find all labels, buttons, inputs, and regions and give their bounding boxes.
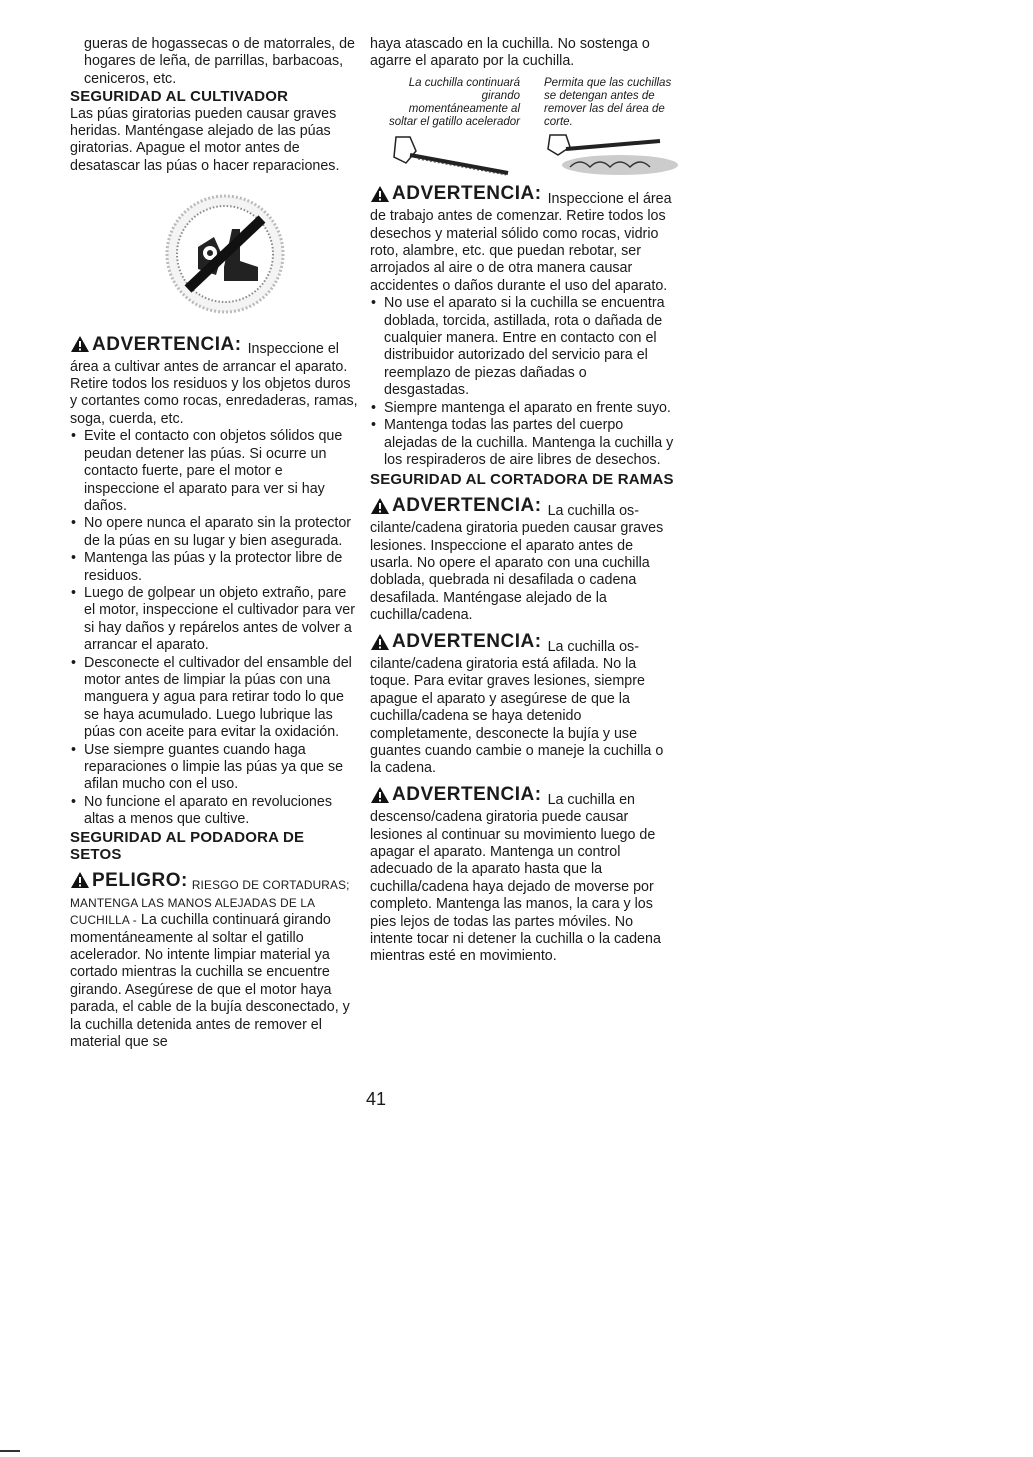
warning-triangle-icon	[370, 633, 390, 651]
warning-lead-text: Inspeccione el	[547, 190, 639, 207]
list-item: • Use siempre guantes cuando haga reparaciones o limpie las púas ya que se afilan mucho con el uso.	[70, 742, 360, 794]
figure-caption-right: Permita que las cuchillas se detengan antes de remover las del área de corte.	[544, 76, 672, 128]
warning-lead-text: La cuchilla os-	[547, 502, 639, 519]
cultivator-safety-text: Las púas giratorias pueden causar graves heridas. Manténgase alejado de las púas giratorias. Apague el motor antes de desatascar las púas o hacer reparaciones.	[70, 105, 340, 174]
danger-label: PELIGRO:	[92, 870, 188, 892]
page-number: 41	[366, 1089, 387, 1109]
figure-cell-left	[388, 77, 528, 177]
left-column	[70, 36, 360, 1052]
list-item: • Evite el contacto con objetos sólidos que peudan detener las púas. Si ocurre un contacto fuerte, pare el motor e inspeccione el aparato para ver si hay daños.	[70, 428, 360, 515]
warning-oscillating-blade	[370, 497, 675, 625]
warning-label: ADVERTENCIA:	[392, 495, 542, 517]
cultivator-bullet-list	[70, 428, 360, 828]
warning-triangle-icon	[370, 497, 390, 515]
no-foot-near-tines-icon	[150, 189, 300, 319]
warning-triangle-icon	[70, 335, 90, 353]
warning-label: ADVERTENCIA:	[392, 784, 542, 806]
warning-body: cilante/cadena giratoria pueden causar graves lesiones. Inspeccione el aparato antes de usarla. No opere el aparato con una cuchilla doblada, quebrada ni desafilada o cadena desafilada. Manténgase alejado de la cuchilla/cadena.	[370, 520, 664, 624]
warning-body: área de trabajo antes de comenzar. Retire todos los desechos y material sólido como rocas, vidrio roto, alambre, etc. que puedan rebotar, ser arrojados al aire o de otra manera causar accidentes o daños durante el uso del aparato.	[370, 190, 672, 294]
warning-body: área a cultivar antes de arrancar el aparato. Retire todos los residuos y los objetos duros y cortantes como rocas, enredaderas, ramas, soga, cuerda, etc.	[70, 358, 358, 427]
list-item: • Siempre mantenga el aparato en frente suyo.	[370, 400, 675, 417]
warning-body: descenso/cadena giratoria puede causar lesiones al continuar su movimiento luego de apagar el aparato. Mantenga un control adecuado de la aparato hasta que la cuchilla/cadena haya dejado de moverse por completo. Mantenga las manos, la cara y los pies lejos de todas las partes móviles. No intente tocar ni detener la cuchilla o la cadena mientras esté en movimiento.	[370, 809, 661, 965]
danger-cut-hazard	[70, 871, 360, 1051]
hedge-trimmer-safety-heading: SEGURIDAD AL PODADORA DE SETOS	[70, 828, 305, 864]
warning-sharp-blade	[370, 633, 675, 778]
danger-caps-text: RIESGO DE CORTADURAS; MANTENGA LAS MANOS ALEJADAS DE LA CUCHILLA -	[70, 878, 350, 928]
cultivator-safety-heading: SEGURIDAD AL CULTIVADOR	[70, 88, 289, 106]
intro-text: gueras de hogassecas o de matorrales, de hogares de leña, de parrillas, barbacoas, ceniceros, etc.	[84, 36, 356, 87]
list-item: • No use el aparato si la cuchilla se encuentra doblada, torcida, astillada, rota o dañada de cualquier manera. Entre en contacto con el distribuidor autorizado del servicio para el reemplazo de piezas dañadas o desgastadas.	[370, 295, 675, 399]
warning-triangle-icon	[370, 786, 390, 804]
list-item: • No opere nunca el aparato sin la protector de la púas en su lugar y bien asegurada.	[70, 515, 360, 550]
warning-inspect-work-area	[370, 185, 675, 295]
figure-caption-left: La cuchilla continuará girando momentáneamente al soltar el gatillo acelerador	[388, 76, 520, 128]
warning-body: cilante/cadena giratoria está afilada. No la toque. Para evitar graves lesiones, siempre apague el aparato y asegúrese de que la cuchilla/cadena se haya detenido completamente, desconecte la bujía y use guantes cuando cambie o maneje la cuchilla o la cadena.	[370, 655, 664, 777]
warning-lead-text: La cuchilla en	[547, 791, 635, 808]
warning-triangle-icon	[370, 185, 390, 203]
warning-lead-text: Inspeccione el	[247, 341, 339, 358]
hedge-bullet-list	[370, 295, 675, 469]
danger-body: La cuchilla continuará girando momentáneamente al soltar el gatillo acelerador. No intente limpiar material ya cortado mientras la cuchilla se encuentre girando. Asegúrese de que el motor haya parada, el cable de la bujía desconectado, y la cuchilla detenida antes de remover el material que se	[70, 912, 350, 1051]
list-item: • Mantenga las púas y la protector libre de residuos.	[70, 550, 360, 585]
intro-text-right: haya atascado en la cuchilla. No sostenga o agarre el aparato por la cuchilla.	[370, 36, 650, 70]
warning-inspect-area	[70, 335, 360, 428]
warning-label: ADVERTENCIA:	[392, 183, 542, 205]
warning-lead-text: La cuchilla os-	[547, 638, 639, 655]
pole-saw-safety-heading: SEGURIDAD AL CORTADORA DE RAMAS	[370, 471, 674, 489]
warning-triangle-icon	[70, 871, 90, 889]
cutting-debris-icon	[540, 131, 680, 177]
list-item: • No funcione el aparato en revoluciones altas a menos que cultive.	[70, 794, 360, 829]
hedge-trimmer-icon	[388, 131, 528, 177]
warning-label: ADVERTENCIA:	[92, 333, 242, 355]
list-item: • Luego de golpear un objeto extraño, pare el motor, inspeccione el cultivador para ver si hay daños y repárelos antes de volver a arrancar el aparato.	[70, 585, 360, 655]
right-column	[370, 36, 675, 966]
warning-coasting-blade	[370, 786, 675, 966]
list-item: • Mantenga todas las partes del cuerpo alejadas de la cuchilla. Mantenga la cuchilla y los respiraderos de aire libres de desechos.	[370, 417, 675, 469]
figure-cell-right	[540, 77, 680, 177]
hedge-trimmer-figure	[370, 77, 675, 177]
warning-label: ADVERTENCIA:	[392, 631, 542, 653]
list-item: • Desconecte el cultivador del ensamble del motor antes de limpiar la púas con una manguera y agua para retirar todo lo que se haya acumulado. Luego lubrique las púas con aceite para evitar la oxidación.	[70, 655, 360, 742]
edge-mark	[0, 1450, 20, 1452]
